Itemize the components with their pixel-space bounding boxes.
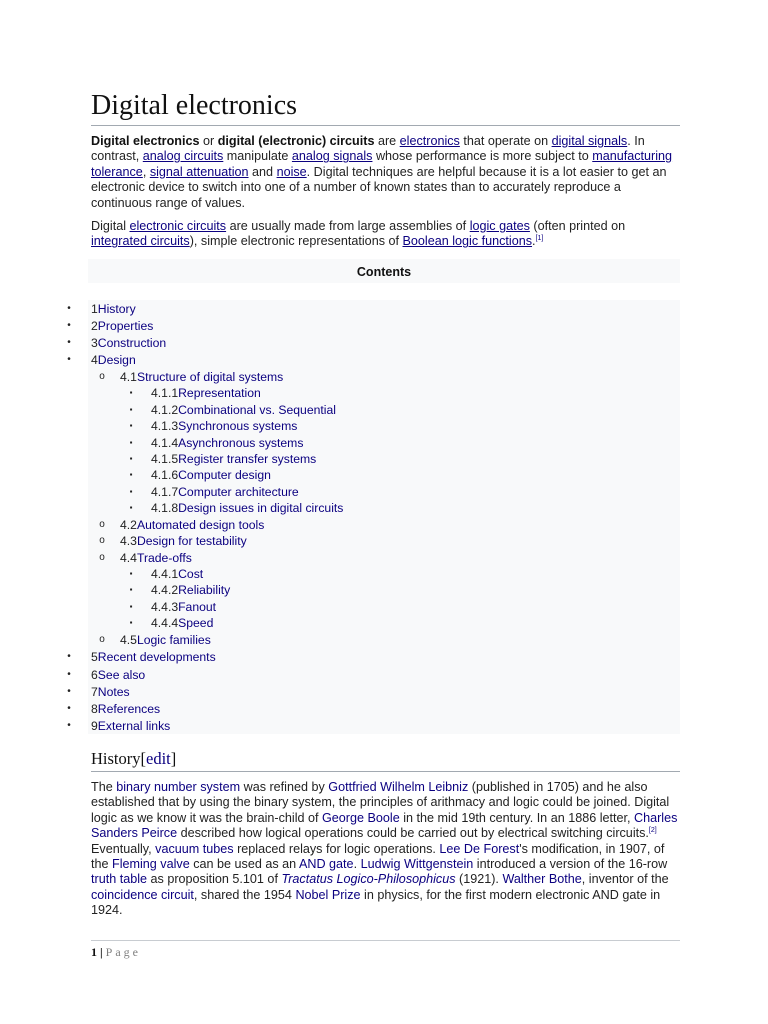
- bullet-icon: •: [67, 703, 71, 714]
- toc-number: 4.1.4: [151, 436, 179, 450]
- bullet-icon: •: [67, 354, 71, 365]
- toc-entry[interactable]: [151, 500, 343, 516]
- inline-link[interactable]: [1]: [535, 235, 544, 243]
- bullet-icon: o: [99, 552, 105, 563]
- toc-entry[interactable]: [151, 435, 303, 451]
- inline-link[interactable]: Fleming valve: [112, 857, 190, 872]
- toc-link[interactable]: External links: [97, 719, 171, 733]
- text-run: Eventually,: [91, 841, 156, 856]
- intro-paragraph-1: [91, 134, 681, 211]
- bullet-icon: ▪: [129, 470, 133, 479]
- text-run: are: [374, 134, 400, 148]
- toc-link[interactable]: Computer architecture: [178, 485, 299, 499]
- toc-number: 4.1.5: [151, 452, 179, 466]
- toc-link[interactable]: Construction: [97, 336, 167, 350]
- toc-heading: Contents: [88, 259, 680, 283]
- toc-number: 4.4.2: [151, 583, 179, 597]
- text-run: ), simple electronic representations of: [189, 234, 403, 249]
- inline-link[interactable]: Charles Sanders Peirce: [91, 810, 678, 841]
- toc-number: 4.1.2: [151, 403, 179, 417]
- inline-link[interactable]: vacuum tubes: [155, 841, 234, 856]
- text-run: described how logical operations could be carried out by electrical switching circuits.: [177, 826, 649, 841]
- toc-entry[interactable]: [91, 684, 130, 700]
- toc-number: 4.1.3: [151, 419, 179, 433]
- bullet-icon: •: [67, 651, 71, 662]
- toc-entry[interactable]: [91, 301, 136, 317]
- toc-number: 4.1.6: [151, 468, 179, 482]
- footer-separator: |: [100, 945, 103, 959]
- inline-link[interactable]: integrated circuits: [91, 234, 190, 249]
- inline-link[interactable]: manufacturing tolerance: [91, 149, 673, 179]
- inline-link[interactable]: Tractatus Logico-Philosophicus: [281, 872, 456, 887]
- text-run: replaced relays for logic operations.: [233, 841, 440, 856]
- toc-link[interactable]: Trade-offs: [136, 551, 192, 565]
- bullet-icon: •: [67, 669, 71, 680]
- toc-number: 1: [91, 302, 98, 316]
- toc-number: 4.1.7: [151, 485, 179, 499]
- toc-entry[interactable]: [91, 318, 153, 334]
- toc-number: 7: [91, 685, 98, 699]
- inline-link[interactable]: Nobel Prize: [295, 887, 361, 902]
- toc-number: 5: [91, 650, 98, 664]
- inline-link[interactable]: coincidence circuit: [91, 887, 194, 902]
- inline-link[interactable]: Boolean logic functions: [402, 234, 533, 249]
- toc-entry[interactable]: [151, 418, 297, 434]
- toc-entry[interactable]: [151, 402, 336, 418]
- toc-entry[interactable]: [151, 582, 230, 598]
- text-run: 's modification, in 1907, of the: [91, 841, 665, 872]
- page-title: Digital electronics: [91, 88, 680, 126]
- toc-number: 4.4.3: [151, 600, 179, 614]
- bullet-icon: •: [67, 303, 71, 314]
- toc-entry[interactable]: [151, 484, 299, 500]
- toc-entry[interactable]: [120, 533, 247, 549]
- toc-number: 4.1: [120, 370, 137, 384]
- inline-link[interactable]: logic gates: [469, 219, 530, 233]
- toc-number: 6: [91, 668, 98, 682]
- inline-link[interactable]: Walther Bothe: [502, 872, 582, 887]
- bullet-icon: ▪: [129, 602, 133, 611]
- history-edit-bracket-open: [: [140, 749, 146, 768]
- toc-entry[interactable]: [91, 718, 170, 734]
- toc-link[interactable]: Asynchronous systems: [178, 436, 304, 450]
- inline-link[interactable]: George Boole: [322, 810, 400, 825]
- history-edit-link[interactable]: edit: [146, 749, 171, 768]
- toc-link[interactable]: History: [97, 302, 136, 316]
- toc-entry[interactable]: [120, 517, 264, 533]
- inline-link[interactable]: analog signals: [291, 149, 373, 164]
- toc-link[interactable]: References: [97, 702, 161, 716]
- inline-link[interactable]: Lee De Forest: [439, 841, 520, 856]
- footer-divider: [91, 940, 680, 941]
- toc-entry[interactable]: [120, 369, 283, 385]
- inline-link[interactable]: electronics: [399, 134, 460, 148]
- bullet-icon: ▪: [129, 388, 133, 397]
- bullet-icon: ▪: [129, 618, 133, 627]
- toc-number: 4: [91, 353, 98, 367]
- toc-entry[interactable]: [120, 632, 211, 648]
- toc-number: 8: [91, 702, 98, 716]
- toc-link[interactable]: Cost: [178, 567, 204, 581]
- toc-number: 4.2: [120, 518, 137, 532]
- text-run: (published in 1705) and he also established that by using the binary system, the principles of arithmacy and logic could be joined. Digital logic as we know it was the brain-child of: [91, 780, 670, 825]
- inline-link[interactable]: Gottfried Wilhelm Leibniz: [328, 780, 469, 794]
- toc-number: 4.1.1: [151, 386, 179, 400]
- text-run: whose performance is more subject to: [372, 149, 593, 164]
- toc-link[interactable]: Logic families: [136, 633, 211, 647]
- toc-number: 9: [91, 719, 98, 733]
- toc-link[interactable]: Speed: [178, 616, 214, 630]
- bullet-icon: •: [67, 686, 71, 697]
- inline-link[interactable]: AND gate: [298, 857, 354, 872]
- bullet-icon: ▪: [129, 503, 133, 512]
- toc-link[interactable]: Combinational vs. Sequential: [178, 403, 336, 417]
- bullet-icon: o: [99, 371, 105, 382]
- page-footer: [91, 944, 141, 960]
- bullet-icon: o: [99, 519, 105, 530]
- toc-number: 4.3: [120, 534, 137, 548]
- inline-link[interactable]: binary number system: [116, 780, 241, 794]
- toc-entry[interactable]: [151, 385, 261, 401]
- bullet-icon: ▪: [129, 438, 133, 447]
- text-run: .: [353, 857, 361, 872]
- text-run: (often printed on: [529, 219, 626, 233]
- text-run: in the mid 19th century. In an 1886 letter,: [399, 810, 635, 825]
- toc-link[interactable]: Representation: [178, 386, 261, 400]
- bullet-icon: ▪: [129, 585, 133, 594]
- toc-entry[interactable]: [91, 352, 136, 368]
- toc-entry[interactable]: [151, 451, 316, 467]
- bullet-icon: o: [99, 535, 105, 546]
- inline-link[interactable]: electronic circuits: [129, 219, 227, 233]
- text-run: . In contrast,: [91, 134, 645, 164]
- inline-link[interactable]: Ludwig Wittgenstein: [360, 857, 474, 872]
- toc-entry[interactable]: [151, 467, 271, 483]
- inline-link[interactable]: noise: [276, 164, 307, 179]
- history-heading: [91, 748, 680, 772]
- toc-entry[interactable]: [91, 701, 160, 717]
- text-run: can be used as an: [189, 857, 299, 872]
- inline-link[interactable]: [2]: [648, 827, 657, 835]
- toc-number: 4.1.8: [151, 501, 179, 515]
- toc-entry[interactable]: [91, 667, 145, 683]
- toc-link[interactable]: Notes: [97, 685, 130, 699]
- bullet-icon: •: [67, 720, 71, 731]
- text-run: Digital: [91, 219, 130, 233]
- toc-link[interactable]: Automated design tools: [136, 518, 265, 532]
- inline-link[interactable]: analog circuits: [142, 149, 224, 164]
- toc-link[interactable]: Computer design: [178, 468, 271, 482]
- text-run: , shared the 1954: [193, 887, 296, 902]
- bullet-icon: ▪: [129, 421, 133, 430]
- text-run: introduced a version of the 16-row: [473, 857, 668, 872]
- inline-link[interactable]: truth table: [91, 872, 148, 887]
- text-run: ,: [142, 164, 150, 179]
- text-run: was refined by: [240, 780, 329, 794]
- toc-number: 4.4: [120, 551, 137, 565]
- text-run: (1921).: [455, 872, 503, 887]
- text-run: The: [91, 780, 117, 794]
- text-run: and: [248, 164, 277, 179]
- intro-paragraph-2: [91, 219, 681, 250]
- toc-number: 3: [91, 336, 98, 350]
- toc-number: 2: [91, 319, 98, 333]
- toc-link[interactable]: See also: [97, 668, 146, 682]
- text-run: that operate on: [459, 134, 552, 148]
- toc-link[interactable]: Synchronous systems: [178, 419, 298, 433]
- history-edit-bracket-close: ]: [170, 749, 177, 768]
- bullet-icon: •: [67, 337, 71, 348]
- text-run: or: [199, 134, 218, 148]
- toc-number: 4.4.1: [151, 567, 179, 581]
- toc-link[interactable]: Design for testability: [136, 534, 247, 548]
- bullet-icon: o: [99, 634, 105, 645]
- text-run: , inventor of the: [581, 872, 669, 887]
- toc-entry[interactable]: [91, 649, 216, 665]
- toc-link[interactable]: Reliability: [178, 583, 231, 597]
- bullet-icon: ▪: [129, 454, 133, 463]
- text-run: .: [532, 234, 536, 249]
- toc-link[interactable]: Recent developments: [97, 650, 216, 664]
- toc-entry[interactable]: [151, 599, 216, 615]
- toc-link[interactable]: Design issues in digital circuits: [178, 501, 344, 515]
- bullet-icon: ▪: [129, 487, 133, 496]
- toc-link[interactable]: Design: [97, 353, 136, 367]
- history-heading-text: History: [91, 749, 141, 768]
- toc-link[interactable]: Properties: [97, 319, 154, 333]
- footer-page-number: 1: [91, 945, 97, 959]
- text-run: are usually made from large assemblies of: [226, 219, 470, 233]
- toc-link[interactable]: Register transfer systems: [178, 452, 317, 466]
- bullet-icon: ▪: [129, 569, 133, 578]
- toc-number: 4.4.4: [151, 616, 179, 630]
- text-run: as proposition 5.101 of: [147, 872, 282, 887]
- text-run: Digital electronics: [91, 134, 200, 148]
- inline-link[interactable]: digital signals: [551, 134, 628, 148]
- toc-entry[interactable]: [151, 615, 213, 631]
- toc-entry[interactable]: [91, 335, 166, 351]
- bullet-icon: ▪: [129, 405, 133, 414]
- bullet-icon: •: [67, 320, 71, 331]
- inline-link[interactable]: signal attenuation: [149, 164, 249, 179]
- history-paragraph: [91, 780, 681, 919]
- toc-entry[interactable]: [151, 566, 203, 582]
- text-run: manipulate: [223, 149, 292, 164]
- text-run: digital (electronic) circuits: [217, 134, 375, 148]
- footer-page-label: Page: [105, 945, 141, 959]
- text-run: in physics, for the first modern electronic AND gate in 1924.: [91, 887, 661, 918]
- toc-link[interactable]: Fanout: [178, 600, 217, 614]
- toc-link[interactable]: Structure of digital systems: [136, 370, 284, 384]
- text-run: . Digital techniques are helpful because it is a lot easier to get an electronic device to switch into one of a number of known states than to accurately reproduce a continuous range of values.: [91, 164, 667, 210]
- toc-number: 4.5: [120, 633, 137, 647]
- toc-entry[interactable]: [120, 550, 192, 566]
